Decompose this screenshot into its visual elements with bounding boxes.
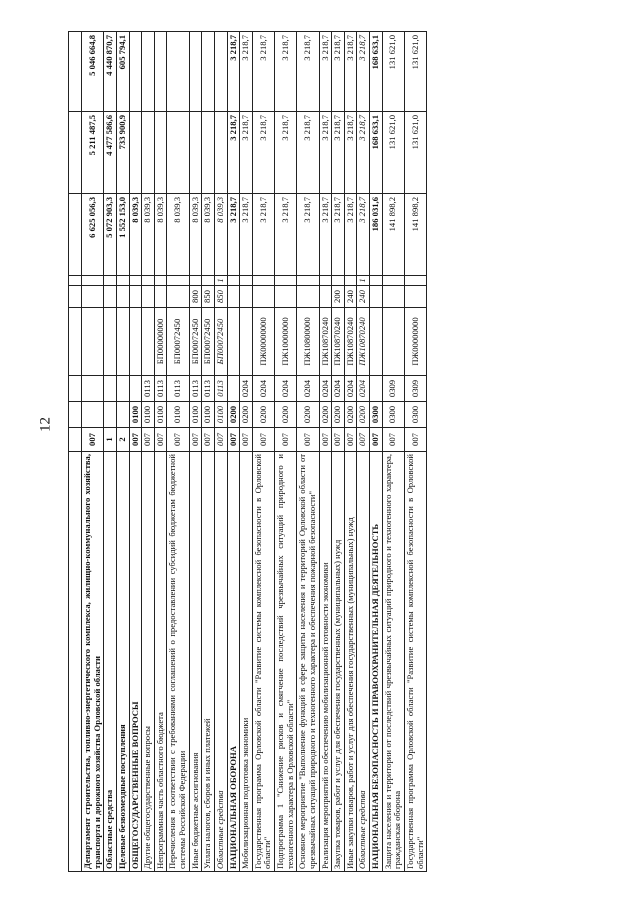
code-gr: 2 bbox=[116, 428, 129, 452]
code-src bbox=[104, 276, 117, 286]
row-name: Закупка товаров, работ и услуг для обеспечения государственных (муниципальных) нужд bbox=[332, 452, 345, 872]
table-row bbox=[382, 32, 404, 872]
amount-year-2: 733 900,9 bbox=[116, 112, 129, 194]
code-pr bbox=[227, 376, 240, 402]
code-gr: 007 bbox=[82, 428, 104, 452]
code-rz: 0200 bbox=[344, 402, 357, 428]
code-rz: 0300 bbox=[404, 402, 426, 428]
code-vr bbox=[142, 286, 155, 308]
code-csr: ПЖ10870240 bbox=[357, 308, 370, 376]
code-csr bbox=[116, 308, 129, 376]
code-rz: 0100 bbox=[202, 402, 215, 428]
amount-year-1: 8 039,3 bbox=[129, 194, 142, 276]
table-row bbox=[252, 32, 274, 872]
table-row bbox=[116, 32, 129, 872]
code-csr: ПЖ10870240 bbox=[344, 308, 357, 376]
code-rz: 0200 bbox=[357, 402, 370, 428]
row-name: Областные средства bbox=[104, 452, 117, 872]
code-rz: 0100 bbox=[129, 402, 142, 428]
amount-year-1: 8 039,3 bbox=[214, 194, 227, 276]
amount-year-3: 3 218,7 bbox=[297, 32, 319, 112]
table-row bbox=[142, 32, 155, 872]
code-rz: 0200 bbox=[332, 402, 345, 428]
code-pr: 0309 bbox=[404, 376, 426, 402]
row-name: Целевые безвозмездные поступления bbox=[116, 452, 129, 872]
code-src bbox=[82, 276, 104, 286]
amount-year-3: 3 218,7 bbox=[227, 32, 240, 112]
code-src bbox=[275, 276, 297, 286]
amount-year-3: 168 633,1 bbox=[370, 32, 383, 112]
amount-year-1: 8 039,3 bbox=[142, 194, 155, 276]
code-rz: 0100 bbox=[214, 402, 227, 428]
code-vr bbox=[240, 286, 253, 308]
row-name: Подпрограмма 1 "Снижение рисков и смягчение последствий чрезвычайных ситуаций природного и техногенного характера в Орловской области" bbox=[275, 452, 297, 872]
row-name: Иные закупки товаров, работ и услуг для обеспечения государственных (муниципальных) нужд bbox=[344, 452, 357, 872]
amount-year-1: 5 072 903,3 bbox=[104, 194, 117, 276]
row-name: Областные средства bbox=[214, 452, 227, 872]
code-pr: 0113 bbox=[202, 376, 215, 402]
code-vr bbox=[370, 286, 383, 308]
amount-year-2: 3 218,7 bbox=[319, 112, 332, 194]
code-csr: БП00072450 bbox=[202, 308, 215, 376]
table-row bbox=[370, 32, 383, 872]
code-src bbox=[344, 276, 357, 286]
code-src: 1 bbox=[357, 276, 370, 286]
code-pr: 0309 bbox=[382, 376, 404, 402]
table-row bbox=[344, 32, 357, 872]
code-rz: 0200 bbox=[297, 402, 319, 428]
code-gr: 007 bbox=[319, 428, 332, 452]
code-src bbox=[252, 276, 274, 286]
code-src bbox=[404, 276, 426, 286]
row-name: ОБЩЕГОСУДАРСТВЕННЫЕ ВОПРОСЫ bbox=[129, 452, 142, 872]
code-gr: 007 bbox=[129, 428, 142, 452]
code-pr: 0113 bbox=[189, 376, 202, 402]
amount-year-3: 131 621,0 bbox=[382, 32, 404, 112]
amount-year-3: 3 218,7 bbox=[252, 32, 274, 112]
code-gr: 007 bbox=[214, 428, 227, 452]
amount-year-3: 3 218,7 bbox=[240, 32, 253, 112]
code-pr: 0204 bbox=[344, 376, 357, 402]
table-row bbox=[404, 32, 426, 872]
code-gr: 007 bbox=[240, 428, 253, 452]
code-vr: 850 bbox=[214, 286, 227, 308]
table-spacer-row bbox=[69, 32, 82, 872]
code-src bbox=[167, 276, 189, 286]
code-csr: БП00072450 bbox=[167, 308, 189, 376]
code-src bbox=[202, 276, 215, 286]
row-name: Областные средства bbox=[357, 452, 370, 872]
table-row bbox=[227, 32, 240, 872]
code-vr: 800 bbox=[189, 286, 202, 308]
amount-year-3 bbox=[167, 32, 189, 112]
code-pr: 0113 bbox=[154, 376, 167, 402]
amount-year-2: 4 477 586,6 bbox=[104, 112, 117, 194]
code-rz: 0100 bbox=[189, 402, 202, 428]
code-pr: 0204 bbox=[319, 376, 332, 402]
amount-year-2: 3 218,7 bbox=[227, 112, 240, 194]
code-vr bbox=[104, 286, 117, 308]
amount-year-2 bbox=[214, 112, 227, 194]
amount-year-2 bbox=[154, 112, 167, 194]
code-src bbox=[129, 276, 142, 286]
table-row bbox=[154, 32, 167, 872]
code-csr bbox=[240, 308, 253, 376]
amount-year-1: 3 218,7 bbox=[252, 194, 274, 276]
code-src bbox=[116, 276, 129, 286]
code-gr: 007 bbox=[202, 428, 215, 452]
code-csr bbox=[104, 308, 117, 376]
code-pr bbox=[370, 376, 383, 402]
amount-year-1: 3 218,7 bbox=[344, 194, 357, 276]
code-vr bbox=[319, 286, 332, 308]
amount-year-2: 3 218,7 bbox=[344, 112, 357, 194]
page-number: 12 bbox=[37, 417, 54, 432]
amount-year-1: 8 039,3 bbox=[202, 194, 215, 276]
code-pr: 0204 bbox=[297, 376, 319, 402]
amount-year-3: 3 218,7 bbox=[344, 32, 357, 112]
amount-year-1: 3 218,7 bbox=[240, 194, 253, 276]
amount-year-3: 605 794,1 bbox=[116, 32, 129, 112]
code-pr bbox=[104, 376, 117, 402]
code-pr: 0204 bbox=[332, 376, 345, 402]
amount-year-3 bbox=[189, 32, 202, 112]
amount-year-1: 3 218,7 bbox=[227, 194, 240, 276]
code-rz: 0100 bbox=[167, 402, 189, 428]
code-gr: 007 bbox=[404, 428, 426, 452]
code-src bbox=[189, 276, 202, 286]
table-row bbox=[332, 32, 345, 872]
code-gr: 007 bbox=[382, 428, 404, 452]
row-name: Иные бюджетные ассигнования bbox=[189, 452, 202, 872]
table-row bbox=[129, 32, 142, 872]
code-vr bbox=[154, 286, 167, 308]
amount-year-2 bbox=[189, 112, 202, 194]
code-gr: 007 bbox=[332, 428, 345, 452]
code-rz: 0200 bbox=[240, 402, 253, 428]
code-csr: ПЖ10870240 bbox=[319, 308, 332, 376]
code-csr: БП00000000 bbox=[154, 308, 167, 376]
code-rz: 0100 bbox=[142, 402, 155, 428]
amount-year-2: 3 218,7 bbox=[357, 112, 370, 194]
code-rz: 0200 bbox=[275, 402, 297, 428]
row-name: Перечисления в соответствии с требованиями соглашений о предоставлении субсидий бюджетам бюджетной системы Российской Федерации bbox=[167, 452, 189, 872]
row-name: Защита населения и территории от последствий чрезвычайных ситуаций природного и техногенного характера, гражданская оборона bbox=[382, 452, 404, 872]
code-csr bbox=[370, 308, 383, 376]
code-pr: 0113 bbox=[167, 376, 189, 402]
code-vr bbox=[167, 286, 189, 308]
amount-year-2 bbox=[167, 112, 189, 194]
amount-year-1: 6 625 056,3 bbox=[82, 194, 104, 276]
code-vr bbox=[275, 286, 297, 308]
amount-year-3: 3 218,7 bbox=[357, 32, 370, 112]
budget-table-body bbox=[69, 32, 427, 872]
table-row bbox=[82, 32, 104, 872]
table-row bbox=[297, 32, 319, 872]
code-src bbox=[332, 276, 345, 286]
amount-year-3: 3 218,7 bbox=[319, 32, 332, 112]
amount-year-1: 8 039,3 bbox=[189, 194, 202, 276]
budget-table bbox=[68, 31, 427, 872]
code-gr: 007 bbox=[252, 428, 274, 452]
row-name: НАЦИОНАЛЬНАЯ БЕЗОПАСНОСТЬ И ПРАВООХРАНИТЕЛЬНАЯ ДЕЯТЕЛЬНОСТЬ bbox=[370, 452, 383, 872]
amount-year-3: 3 218,7 bbox=[332, 32, 345, 112]
code-csr bbox=[227, 308, 240, 376]
amount-year-2 bbox=[142, 112, 155, 194]
code-vr bbox=[129, 286, 142, 308]
amount-year-3 bbox=[142, 32, 155, 112]
amount-year-2: 131 621,0 bbox=[404, 112, 426, 194]
code-vr bbox=[404, 286, 426, 308]
amount-year-2: 3 218,7 bbox=[332, 112, 345, 194]
code-pr: 0113 bbox=[214, 376, 227, 402]
row-name: Непрограммная часть областного бюджета bbox=[154, 452, 167, 872]
code-csr bbox=[142, 308, 155, 376]
code-rz bbox=[116, 402, 129, 428]
amount-year-3: 3 218,7 bbox=[275, 32, 297, 112]
code-vr bbox=[252, 286, 274, 308]
amount-year-3 bbox=[214, 32, 227, 112]
code-pr: 0204 bbox=[357, 376, 370, 402]
code-gr: 007 bbox=[189, 428, 202, 452]
code-rz: 0200 bbox=[252, 402, 274, 428]
amount-year-1: 186 031,6 bbox=[370, 194, 383, 276]
row-name: Мобилизационная подготовка экономики bbox=[240, 452, 253, 872]
amount-year-3 bbox=[202, 32, 215, 112]
code-rz: 0200 bbox=[319, 402, 332, 428]
table-row bbox=[167, 32, 189, 872]
code-vr: 240 bbox=[344, 286, 357, 308]
amount-year-2 bbox=[202, 112, 215, 194]
amount-year-2: 5 211 487,5 bbox=[82, 112, 104, 194]
code-rz bbox=[82, 402, 104, 428]
code-gr: 007 bbox=[344, 428, 357, 452]
code-rz: 0300 bbox=[370, 402, 383, 428]
table-row bbox=[275, 32, 297, 872]
table-row bbox=[240, 32, 253, 872]
code-csr: ПЖ10870240 bbox=[332, 308, 345, 376]
code-csr: ПЖ00000000 bbox=[404, 308, 426, 376]
code-csr: ПЖ10800000 bbox=[297, 308, 319, 376]
row-name: Государственная программа Орловской области "Развитие системы комплексной безопасности в Орловской области" bbox=[404, 452, 426, 872]
table-row bbox=[319, 32, 332, 872]
code-csr bbox=[82, 308, 104, 376]
table-row bbox=[357, 32, 370, 872]
amount-year-1: 3 218,7 bbox=[275, 194, 297, 276]
row-name: Департамент строительства, топливно-энергетического комплекса, жилищно-коммунального хозяйства, транспорта и дорожного хозяйства Орловской области bbox=[82, 452, 104, 872]
code-src bbox=[297, 276, 319, 286]
amount-year-3: 4 440 870,7 bbox=[104, 32, 117, 112]
amount-year-2: 3 218,7 bbox=[252, 112, 274, 194]
table-row bbox=[202, 32, 215, 872]
amount-year-1: 3 218,7 bbox=[319, 194, 332, 276]
amount-year-1: 1 552 153,0 bbox=[116, 194, 129, 276]
amount-year-1: 8 039,3 bbox=[167, 194, 189, 276]
code-pr bbox=[116, 376, 129, 402]
code-rz bbox=[104, 402, 117, 428]
amount-year-2: 3 218,7 bbox=[275, 112, 297, 194]
code-csr bbox=[129, 308, 142, 376]
code-vr bbox=[227, 286, 240, 308]
code-csr bbox=[382, 308, 404, 376]
code-gr: 007 bbox=[357, 428, 370, 452]
amount-year-3: 5 046 664,8 bbox=[82, 32, 104, 112]
code-rz: 0200 bbox=[227, 402, 240, 428]
amount-year-1: 3 218,7 bbox=[357, 194, 370, 276]
code-pr: 0204 bbox=[252, 376, 274, 402]
code-pr: 0113 bbox=[142, 376, 155, 402]
amount-year-2: 3 218,7 bbox=[240, 112, 253, 194]
code-csr: БП00072450 bbox=[189, 308, 202, 376]
budget-table-container bbox=[68, 32, 568, 872]
code-gr: 007 bbox=[370, 428, 383, 452]
code-csr: БП00072450 bbox=[214, 308, 227, 376]
code-src bbox=[154, 276, 167, 286]
row-name: Другие общегосударственные вопросы bbox=[142, 452, 155, 872]
code-gr: 007 bbox=[227, 428, 240, 452]
code-src bbox=[227, 276, 240, 286]
code-rz: 0100 bbox=[154, 402, 167, 428]
table-row bbox=[104, 32, 117, 872]
code-src bbox=[142, 276, 155, 286]
code-vr bbox=[82, 286, 104, 308]
code-src: 1 bbox=[214, 276, 227, 286]
amount-year-3 bbox=[129, 32, 142, 112]
code-vr bbox=[297, 286, 319, 308]
amount-year-2: 168 633,1 bbox=[370, 112, 383, 194]
code-gr: 007 bbox=[154, 428, 167, 452]
code-src bbox=[370, 276, 383, 286]
amount-year-3: 131 621,0 bbox=[404, 32, 426, 112]
code-pr bbox=[129, 376, 142, 402]
code-pr: 0204 bbox=[275, 376, 297, 402]
amount-year-1: 8 039,3 bbox=[154, 194, 167, 276]
code-gr: 007 bbox=[167, 428, 189, 452]
code-csr: ПЖ00000000 bbox=[252, 308, 274, 376]
code-gr: 007 bbox=[275, 428, 297, 452]
amount-year-1: 3 218,7 bbox=[332, 194, 345, 276]
code-csr: ПЖ10000000 bbox=[275, 308, 297, 376]
table-row bbox=[189, 32, 202, 872]
row-name: Основное мероприятие "Выполнение функций в сфере защиты населения и территорий Орловской области от чрезвычайных ситуаций природного и техногенного характера и обеспечения пожарной безопасности" bbox=[297, 452, 319, 872]
code-pr bbox=[82, 376, 104, 402]
amount-year-3 bbox=[154, 32, 167, 112]
code-vr: 200 bbox=[332, 286, 345, 308]
row-name: Уплата налогов, сборов и иных платежей bbox=[202, 452, 215, 872]
code-vr: 850 bbox=[202, 286, 215, 308]
code-src bbox=[382, 276, 404, 286]
amount-year-1: 141 898,2 bbox=[404, 194, 426, 276]
code-vr bbox=[116, 286, 129, 308]
code-gr: 007 bbox=[142, 428, 155, 452]
code-vr: 240 bbox=[357, 286, 370, 308]
code-gr: 007 bbox=[297, 428, 319, 452]
amount-year-1: 141 898,2 bbox=[382, 194, 404, 276]
amount-year-2 bbox=[129, 112, 142, 194]
row-name: НАЦИОНАЛЬНАЯ ОБОРОНА bbox=[227, 452, 240, 872]
code-pr: 0204 bbox=[240, 376, 253, 402]
code-gr: 1 bbox=[104, 428, 117, 452]
code-rz: 0300 bbox=[382, 402, 404, 428]
row-name: Государственная программа Орловской области "Развитие системы комплексной безопасности в Орловской области" bbox=[252, 452, 274, 872]
code-src bbox=[319, 276, 332, 286]
code-vr bbox=[382, 286, 404, 308]
amount-year-2: 131 621,0 bbox=[382, 112, 404, 194]
amount-year-2: 3 218,7 bbox=[297, 112, 319, 194]
amount-year-1: 3 218,7 bbox=[297, 194, 319, 276]
table-row bbox=[214, 32, 227, 872]
row-name: Реализация мероприятий по обеспечению мобилизационной готовности экономики bbox=[319, 452, 332, 872]
code-src bbox=[240, 276, 253, 286]
